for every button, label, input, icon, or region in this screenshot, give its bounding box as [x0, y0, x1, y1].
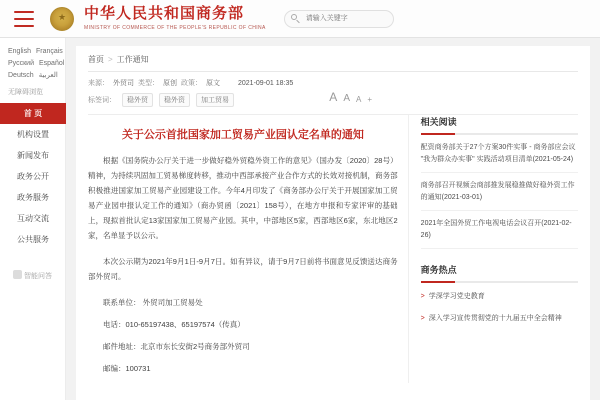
- national-emblem-icon: ★: [50, 6, 76, 32]
- lang-arabic[interactable]: العربية: [38, 72, 58, 79]
- meta-policy-value: 原文: [206, 80, 220, 87]
- meta-policy-label: 政策：: [181, 80, 202, 87]
- meta-source-label: 来源：: [88, 80, 109, 87]
- sidebar-item-government-services[interactable]: 政务服务: [17, 193, 49, 202]
- chevron-right-icon: >: [420, 293, 425, 300]
- language-row[interactable]: [0, 58, 65, 70]
- related-item[interactable]: 2021年全国外贸工作电视电话会议召开(2021-02-26): [421, 211, 578, 249]
- meta-date: 2021-09-01 18:35: [238, 79, 294, 87]
- site-title-block: [84, 6, 266, 32]
- related-reading-heading: 相关阅读: [421, 115, 578, 135]
- font-size-medium-button[interactable]: A: [343, 93, 350, 104]
- search-icon: [291, 14, 300, 23]
- accessibility-link[interactable]: 无障碍浏览: [8, 89, 43, 96]
- sidebar-item-interaction[interactable]: 互动交流: [17, 214, 49, 223]
- language-row[interactable]: [0, 70, 65, 82]
- contact-address: 邮件地址：北京市东长安街2号商务部外贸司: [103, 342, 250, 351]
- breadcrumb: [88, 54, 578, 65]
- related-item[interactable]: 商务部召开视频会商部推发展稳推做好稳外资工作的通知(2021-03-01): [421, 173, 578, 211]
- article-paragraph: 根据《国务院办公厅关于进一步做好稳外贸稳外资工作的意见》（国办发〔2020〕28号）精神，为持续巩固加工贸易梯度转移，推动中西部承接产业合作方式的长效对接机制，商务部积极推进国家加工贸易产业园建设工作。今年4月印发了《商务部办公厅关于开展国家加工贸易产业园申报认定工作的通知》（商办贸函〔2021〕158号），在地方申报和专家评审的基础上，现拟首批认定13家国家加工贸易产业园。其中，中部地区5家，西部地区6家，东北地区2家，名单显予以公示。: [88, 156, 398, 240]
- article-and-rail: [88, 115, 578, 383]
- contact-unit: 联系单位： 外贸司加工贸易处: [103, 298, 203, 307]
- chevron-right-icon: >: [420, 315, 425, 322]
- sidebar-nav: [0, 103, 66, 250]
- left-sidebar: [0, 38, 66, 400]
- contact-phone: 电话：010-65197438、65197574（传真）: [103, 320, 245, 329]
- meta-type-value: 原创: [163, 80, 177, 87]
- search-box[interactable]: [284, 10, 394, 28]
- hot-item-label: 学深学习党史教育: [428, 293, 485, 300]
- hamburger-menu-icon[interactable]: [14, 11, 34, 27]
- hot-item[interactable]: [421, 305, 578, 327]
- font-size-large-button[interactable]: A: [329, 90, 338, 104]
- site-header: [0, 0, 600, 38]
- sidebar-item-government-affairs[interactable]: 政务公开: [17, 172, 49, 181]
- sidebar-item-organization[interactable]: 机构设置: [17, 130, 49, 139]
- article-paragraph: 本次公示期为2021年9月1日-9月7日。如有异议，请于9月7日前将书面意见反馈送达商务部外贸司。: [88, 257, 398, 281]
- font-size-controls[interactable]: [329, 90, 372, 104]
- search-input[interactable]: [304, 14, 388, 23]
- breadcrumb-divider: [88, 71, 578, 72]
- breadcrumb-current: 工作通知: [116, 55, 149, 64]
- site-title-en: MINISTRY OF COMMERCE OF THE PEOPLE'S REPUBLIC OF CHINA: [84, 24, 266, 31]
- breadcrumb-separator: >: [108, 55, 113, 64]
- tag-chip[interactable]: 加工贸易: [196, 93, 234, 107]
- meta-source-value: 外贸司: [113, 80, 134, 87]
- font-size-increase-icon[interactable]: +: [367, 95, 372, 104]
- sidebar-item-news[interactable]: 新闻发布: [17, 151, 49, 160]
- tag-chip[interactable]: 稳外贸: [122, 93, 153, 107]
- hot-item-label: 深入学习宣传贯彻党的十九届五中全会精神: [428, 315, 562, 322]
- right-rail: [409, 115, 578, 383]
- language-row[interactable]: [0, 46, 65, 58]
- lang-english[interactable]: English: [8, 48, 31, 55]
- chatbot-label: 智能问答: [24, 273, 52, 280]
- meta-type-label: 类型：: [138, 80, 159, 87]
- lang-french[interactable]: Français: [35, 48, 63, 55]
- page-title: 关于公示首批国家加工贸易产业园认定名单的通知: [121, 129, 364, 141]
- article-card: [76, 46, 590, 400]
- chatbot-entry[interactable]: [0, 270, 65, 281]
- hot-topics-heading: 商务热点: [421, 263, 578, 283]
- related-item[interactable]: 配资商务部关于27个方案30件实事 - 商务部应会议 "我为群众办实事" 实践活动项目清单(2021-05-24): [421, 135, 578, 173]
- site-title-cn: 中华人民共和国商务部: [84, 5, 245, 22]
- sidebar-item-public-services[interactable]: 公共服务: [17, 235, 49, 244]
- lang-german[interactable]: Deutsch: [8, 72, 34, 79]
- article-meta: [88, 78, 578, 88]
- sidebar-item-home[interactable]: 首 页: [0, 103, 66, 124]
- contact-postcode: 邮编：100731: [103, 364, 151, 373]
- tags-label: 标签词：: [88, 97, 116, 104]
- lang-spanish[interactable]: Español: [38, 60, 65, 67]
- article-body: [88, 115, 409, 383]
- hot-item[interactable]: [421, 283, 578, 305]
- robot-icon: [13, 270, 22, 279]
- font-size-small-button[interactable]: A: [355, 95, 362, 104]
- tag-chip[interactable]: 稳外资: [159, 93, 190, 107]
- content-area: [66, 38, 600, 400]
- breadcrumb-home[interactable]: 首页: [88, 55, 104, 64]
- lang-russian[interactable]: Русский: [8, 60, 34, 67]
